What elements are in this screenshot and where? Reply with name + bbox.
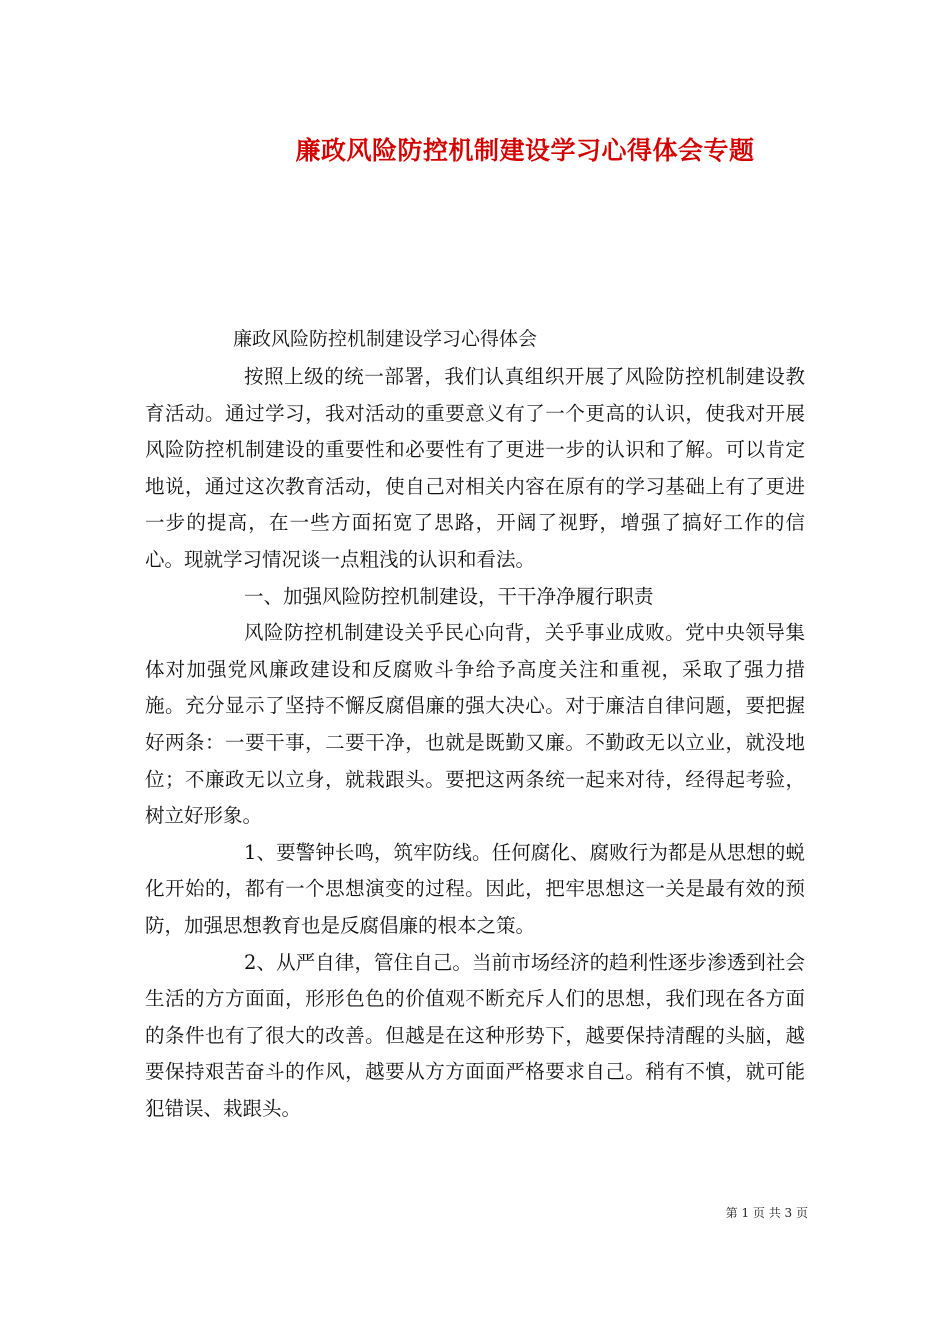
paragraph-section-1: 风险防控机制建设关乎民心向背，关乎事业成败。党中央领导集体对加强党风廉政建设和反腐败斗争给予高度关注和重视，采取了强力措施。充分显示了坚持不懈反腐倡廉的强大决心。对于廉洁自律问题，要把握好两条：一要干事，二要干净，也就是既勤又廉。不勤政无以立业，就没地位；不廉政无以立身，就栽跟头。要把这两条统一起来对待，经得起考验，树立好形象。 bbox=[145, 621, 805, 828]
document-subtitle: 廉政风险防控机制建设学习心得体会 bbox=[233, 328, 538, 350]
section-heading-1: 一、加强风险防控机制建设，干干净净履行职责 bbox=[244, 584, 654, 608]
paragraph-point-1: 1、要警钟长鸣，筑牢防线。任何腐化、腐败行为都是从思想的蜕化开始的，都有一个思想演变的过程。因此，把牢思想这一关是最有效的预防，加强思想教育也是反腐倡廉的根本之策。 bbox=[145, 840, 805, 937]
page-number: 第 1 页 共 3 页 bbox=[725, 1206, 808, 1220]
paragraph-intro: 按照上级的统一部署，我们认真组织开展了风险防控机制建设教育活动。通过学习，我对活动的重要意义有了一个更高的认识，使我对开展风险防控机制建设的重要性和必要性有了更进一步的认识和了解。可以肯定地说，通过这次教育活动，使自己对相关内容在原有的学习基础上有了更进一步的提高，在一些方面拓宽了思路，开阔了视野，增强了搞好工作的信心。现就学习情况谈一点粗浅的认识和看法。 bbox=[145, 365, 805, 571]
paragraph-point-2: 2、从严自律，管住自己。当前市场经济的趋利性逐步渗透到社会生活的方方面面，形形色色的价值观不断充斥人们的思想，我们现在各方面的条件也有了很大的改善。但越是在这种形势下，越要保持清醒的头脑，越要保持艰苦奋斗的作风，越要从方方面面严格要求自己。稍有不慎，就可能犯错误、栽跟头。 bbox=[145, 950, 805, 1120]
page-title: 廉政风险防控机制建设学习心得体会专题 bbox=[295, 136, 755, 165]
document-body bbox=[145, 359, 805, 1127]
